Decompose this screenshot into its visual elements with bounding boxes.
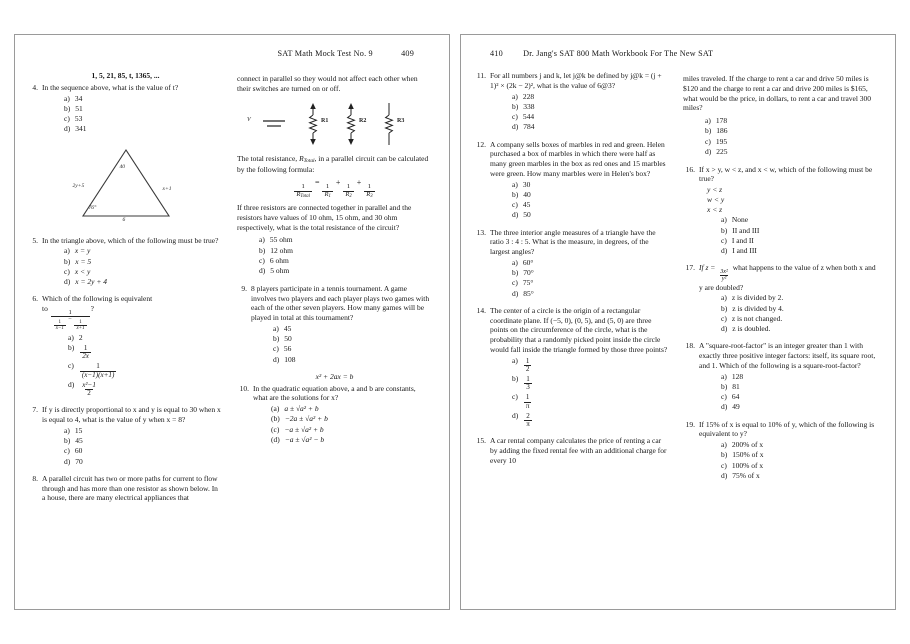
page-number-right: 410 bbox=[490, 49, 503, 58]
question-11-number: 11. bbox=[476, 71, 486, 80]
right-page-column-2 bbox=[683, 71, 878, 599]
question-6-stem-suffix: ? bbox=[90, 304, 94, 313]
question-9-stem: 8 players participate in a tennis tournament. A game involves two players and each player plays two games with each of the other seven players. How many games will be played in total at this tournament? bbox=[251, 283, 430, 323]
question-8-question-text: If three resistors are connected together in parallel and the resistors have values of 10 ohm, 15 ohm, and 30 ohm respectively, what is the total resistance of the circuit? bbox=[237, 203, 412, 232]
left-page-column-1 bbox=[28, 71, 223, 599]
choice-d[interactable]: d) 75% of x bbox=[721, 470, 760, 480]
page-left-409 bbox=[14, 34, 450, 610]
question-15-stem: A car rental company calculates the price of renting a car by adding the fixed rental fee with an additional charge for every 10 bbox=[490, 436, 667, 465]
question-19-number: 19. bbox=[685, 419, 695, 429]
question-15-continuation: miles traveled. If the charge to rent a car and drive 50 miles is $120 and the charge to rent a car and drive 200 miles is $165, what would be the price, in dollars, to rent a car and travel 300 miles? bbox=[683, 74, 872, 113]
question-9 bbox=[237, 284, 432, 365]
choice-a[interactable]: a) 228 bbox=[512, 91, 535, 101]
choice-d[interactable]: d) 341 bbox=[64, 124, 87, 134]
choice-d[interactable]: d) x = 2y + 4 bbox=[64, 277, 108, 286]
choice-b[interactable]: b) 12 ohm bbox=[259, 245, 293, 255]
formula-term-3: $\frac{1}{R_3}$ bbox=[366, 183, 373, 200]
question-8 bbox=[28, 474, 223, 503]
choice-c[interactable]: c) 56 bbox=[273, 344, 292, 354]
page-number-left: 409 bbox=[401, 49, 414, 58]
question-17-stem-a: If z = bbox=[699, 263, 716, 273]
choice-a[interactable]: a) 15 bbox=[64, 425, 83, 435]
choice-d[interactable]: d) 108 bbox=[273, 354, 296, 364]
question-18 bbox=[683, 341, 878, 412]
choice-c[interactable]: c) x < y bbox=[64, 266, 91, 276]
question-19-choices bbox=[699, 440, 878, 481]
choice-b[interactable]: b) 45 bbox=[64, 436, 83, 446]
intro-text-a: The total resistance, bbox=[237, 153, 300, 163]
choice-b[interactable]: b) $\frac{1}{2x}$ bbox=[68, 342, 89, 361]
question-15-choices bbox=[683, 116, 878, 157]
question-14-number: 14. bbox=[476, 305, 486, 315]
choice-b[interactable]: (b) −2a ± √a² + b bbox=[271, 414, 328, 424]
statement-i: y < z bbox=[707, 185, 723, 194]
question-17-choices bbox=[699, 293, 878, 334]
formula-term-2: $\frac{1}{R_2}$ bbox=[345, 183, 352, 200]
choice-c[interactable]: c) 544 bbox=[512, 112, 535, 121]
choice-a[interactable]: a) 128 bbox=[721, 371, 744, 381]
running-head-title: SAT Math Mock Test No. 9 bbox=[277, 49, 373, 58]
question-6-stem: Which of the following is equivalent bbox=[42, 294, 153, 304]
question-10 bbox=[237, 384, 432, 446]
choice-a[interactable]: a) 45 bbox=[273, 323, 292, 333]
question-4-stem: In the sequence above, what is the value of t? bbox=[42, 82, 179, 92]
triangle-base-label: 6 bbox=[122, 216, 126, 223]
resistor-1-label: R1 bbox=[321, 117, 329, 124]
question-7-stem: If y is directly proportional to x and y is equal to 30 when x is equal to 4, what is the value of y when x = 8? bbox=[42, 405, 221, 425]
choice-a[interactable]: a) 30 bbox=[512, 179, 531, 189]
right-page-column-1 bbox=[474, 71, 669, 599]
question-6-expression bbox=[42, 304, 223, 332]
question-10-stem: In the quadratic equation above, a and b are constants, what are the solutions for x? bbox=[253, 383, 416, 403]
choice-a[interactable]: a) None bbox=[721, 215, 749, 225]
question-4-choices bbox=[42, 94, 223, 135]
intro-text-b: , in a parallel circuit can be calculated by the following formula: bbox=[237, 153, 429, 174]
choice-c[interactable]: c) 45 bbox=[512, 200, 531, 209]
choice-a[interactable]: a) 55 ohm bbox=[259, 235, 293, 245]
choice-b[interactable]: b) x = 5 bbox=[64, 256, 92, 266]
choice-c[interactable]: c) 53 bbox=[64, 114, 83, 123]
question-4-number: 4. bbox=[32, 82, 38, 92]
question-13-stem: The three interior angle measures of a triangle have the ratio 3 : 4 : 5. What is the measure, in degrees, of the largest angles? bbox=[490, 227, 656, 256]
question-5-number: 5. bbox=[32, 235, 38, 245]
page-header-left bbox=[28, 49, 436, 71]
question-8-stem: A parallel circuit has two or more paths for current to flow through and has more than one resistor as shown below. In a house, there are many electrical appliances that bbox=[42, 473, 218, 503]
question-17-fraction: $\frac{\text{3x²}}{\text{y²}}$ bbox=[720, 268, 728, 283]
question-16 bbox=[683, 165, 878, 257]
triangle-apex-angle-label: 40 bbox=[119, 163, 126, 170]
choice-d[interactable]: d) 85° bbox=[512, 288, 534, 298]
choice-b[interactable]: b) 70° bbox=[512, 268, 534, 277]
question-18-number: 18. bbox=[685, 341, 695, 351]
question-13-choices bbox=[490, 258, 669, 299]
question-10-equation: x² + 2ax = b bbox=[315, 371, 354, 381]
formula-lhs: $\frac{1}{R_{Total}}$ bbox=[296, 183, 310, 200]
triangle-base-angle-label: 76° bbox=[88, 204, 97, 211]
choice-d-fraction: $\frac{\text{x²−1}}{2}$ bbox=[82, 380, 96, 398]
right-page-columns bbox=[474, 71, 882, 599]
question-7-number: 7. bbox=[32, 405, 38, 415]
question-11-stem: For all numbers j and k, let j@k be defined by j@k = (j + 1)² × (2k − 2)², what is the value of 6@3? bbox=[490, 71, 662, 90]
question-18-stem: A "square-root-factor" is an integer greater than 1 with exactly three positive integer factors: itself, its square root, and 1. Which of the following is a square-root-factor? bbox=[699, 341, 876, 370]
choice-a[interactable]: a) 178 bbox=[705, 116, 728, 125]
choice-c-fraction: $\frac{1}{\pi}$ bbox=[525, 393, 530, 410]
total-resistance-intro bbox=[237, 154, 432, 175]
question-11 bbox=[474, 71, 669, 133]
page-right-410 bbox=[460, 34, 896, 610]
choice-d[interactable]: d) $\frac{2}{\pi}$ bbox=[512, 410, 530, 429]
choice-c[interactable]: c) z is not changed. bbox=[721, 313, 783, 323]
choice-b[interactable]: b) 186 bbox=[705, 126, 728, 136]
left-page-columns bbox=[28, 71, 436, 599]
question-7 bbox=[28, 405, 223, 467]
choice-b-fraction: $\frac{1}{3}$ bbox=[526, 374, 530, 392]
choice-a[interactable]: a) 200% of x bbox=[721, 440, 764, 450]
question-6 bbox=[28, 294, 223, 398]
sequence-heading: 1, 5, 21, 85, t, 1365, ... bbox=[91, 71, 160, 80]
question-17 bbox=[683, 263, 878, 334]
choice-d[interactable]: d) 784 bbox=[512, 122, 535, 132]
question-5 bbox=[28, 236, 223, 288]
choice-b[interactable]: b) II and III bbox=[721, 225, 760, 235]
choice-c[interactable]: c) 100% of x bbox=[721, 460, 764, 470]
question-11-choices bbox=[490, 92, 669, 133]
choice-b[interactable]: b) 81 bbox=[721, 381, 740, 391]
choice-c[interactable]: c) $\frac{1}{(x-1)(x+1)}$ bbox=[68, 361, 115, 379]
choice-d[interactable]: d) 70 bbox=[64, 456, 83, 466]
book-title: Dr. Jang's SAT 800 Math Workbook For The New SAT bbox=[523, 49, 714, 58]
question-17-stem bbox=[699, 263, 878, 292]
question-9-number: 9. bbox=[241, 283, 247, 293]
choice-c[interactable]: c) 6 ohm bbox=[259, 255, 289, 265]
choice-c[interactable]: (c) −a ± √a² + b bbox=[271, 424, 324, 434]
choice-b[interactable]: b) 150% of x bbox=[721, 450, 764, 460]
inner-fraction-left: $\frac{1}{x-1}$ bbox=[55, 320, 64, 332]
choice-d[interactable]: d) z is doubled. bbox=[721, 324, 771, 334]
choice-c[interactable]: c) 64 bbox=[721, 392, 740, 402]
question-14 bbox=[474, 306, 669, 430]
minus-sign: − bbox=[68, 317, 72, 324]
choice-b[interactable]: b) 338 bbox=[512, 101, 535, 111]
question-6-stem-prefix: to bbox=[42, 304, 48, 313]
choice-c[interactable]: c) 195 bbox=[705, 136, 728, 146]
triangle-right-side-label: x+1 bbox=[162, 185, 172, 192]
question-17-number: 17. bbox=[685, 263, 695, 273]
choice-a[interactable]: (a) a ± √a² + b bbox=[271, 404, 319, 414]
choice-d[interactable]: (d) −a ± √a² − b bbox=[271, 434, 325, 444]
question-16-stem: If x > y, w < z, and x < w, which of the following must be true? bbox=[699, 164, 873, 184]
choice-c-fraction: $\frac{1}{(x-1)(x+1)}$ bbox=[81, 362, 115, 379]
resistor-3-label: R3 bbox=[397, 117, 405, 124]
question-16-choices bbox=[699, 215, 878, 256]
question-12-choices bbox=[490, 180, 669, 221]
choice-c[interactable]: c) 60 bbox=[64, 446, 83, 456]
question-9-choices bbox=[251, 324, 432, 365]
choice-b[interactable]: b) 40 bbox=[512, 189, 531, 199]
choice-a[interactable]: a) z is divided by 2. bbox=[721, 293, 784, 303]
parallel-resistance-formula: $\frac{1}{R_{Total}}$ = $\frac{1}{R_1}$ + $\frac{1}{R_2}$ + $\frac{1}{R_3}$ bbox=[296, 178, 373, 200]
choice-d[interactable]: d) 49 bbox=[721, 402, 740, 412]
choice-a[interactable]: a) x = y bbox=[64, 246, 91, 256]
question-10-choices bbox=[253, 404, 432, 445]
voltage-source-label: V bbox=[247, 116, 251, 123]
question-8-continuation: connect in parallel so they would not affect each other when their switches are turned on or off. bbox=[237, 74, 418, 93]
choice-a[interactable]: a) 34 bbox=[64, 93, 83, 103]
triangle-figure bbox=[51, 142, 201, 228]
parallel-circuit-figure bbox=[241, 100, 426, 148]
choice-a[interactable]: a) $\frac{1}{2}$ bbox=[512, 355, 530, 373]
choice-d[interactable]: d) 5 ohm bbox=[259, 266, 290, 276]
question-8-number: 8. bbox=[32, 473, 38, 483]
question-8-choices bbox=[237, 235, 432, 276]
question-12 bbox=[474, 140, 669, 221]
choice-b[interactable]: b) 51 bbox=[64, 103, 83, 113]
choice-d[interactable]: d) $\frac{\text{x²−1}}{2}$ bbox=[68, 379, 96, 398]
left-page-column-2 bbox=[237, 71, 432, 599]
question-16-statements bbox=[699, 185, 878, 214]
question-12-stem: A company sells boxes of marbles in red and green. Helen purchased a box of marbles in which there were half as many green marbles in the box as red ones and 15 marbles were green. How many marbles were in Helen's box? bbox=[490, 139, 666, 178]
choice-a-fraction: $\frac{1}{2}$ bbox=[525, 356, 530, 373]
choice-d[interactable]: d) 50 bbox=[512, 210, 531, 220]
question-13-number: 13. bbox=[476, 227, 486, 237]
choice-b-fraction: $\frac{1}{2x}$ bbox=[82, 343, 89, 361]
question-10-number: 10. bbox=[239, 383, 249, 393]
question-12-number: 12. bbox=[476, 139, 486, 149]
choice-a[interactable]: a) 60° bbox=[512, 257, 534, 267]
question-14-stem: The center of a circle is the origin of a rectangular coordinate plane. If (−5, 0), (0, 5), and (5, 0) are three points on the circumference of the circle, what is the probability that a randomly picked point inside the circle would fall inside the triangle formed by those three points? bbox=[490, 305, 668, 354]
question-6-choices bbox=[42, 333, 223, 398]
question-19 bbox=[683, 420, 878, 482]
choice-c[interactable]: c) 75° bbox=[512, 278, 534, 288]
choice-c[interactable]: c) $\frac{1}{\pi}$ bbox=[512, 392, 530, 410]
question-15 bbox=[474, 436, 669, 465]
choice-c[interactable]: c) I and II bbox=[721, 235, 754, 245]
resistor-2-label: R2 bbox=[359, 117, 367, 124]
question-18-choices bbox=[699, 372, 878, 413]
question-5-stem: In the triangle above, which of the following must be true? bbox=[42, 235, 219, 245]
question-6-number: 6. bbox=[32, 294, 38, 304]
statement-ii: w < y bbox=[707, 194, 725, 204]
question-14-choices bbox=[490, 356, 669, 429]
question-19-stem: If 15% of x is equal to 10% of y, which of the following is equivalent to y? bbox=[699, 419, 875, 439]
choice-a[interactable]: a) 2 bbox=[68, 332, 83, 342]
choice-d[interactable]: d) 225 bbox=[705, 146, 728, 156]
formula-term-1: $\frac{1}{R_1}$ bbox=[324, 183, 331, 200]
choice-b[interactable]: b) 50 bbox=[273, 334, 292, 344]
question-5-choices bbox=[42, 246, 223, 287]
question-15-number: 15. bbox=[476, 436, 486, 446]
choice-b[interactable]: b) $\frac{1}{3}$ bbox=[512, 373, 530, 392]
inner-fraction-right: $\frac{1}{x+1}$ bbox=[76, 320, 85, 332]
page-header-right bbox=[474, 49, 882, 71]
question-16-number: 16. bbox=[685, 164, 695, 174]
choice-d[interactable]: d) I and III bbox=[721, 246, 757, 255]
question-13 bbox=[474, 228, 669, 299]
question-6-complex-fraction: 1 $\frac{1}{x-1}$ − $\frac{1}{x+1}$ bbox=[51, 310, 90, 332]
choice-b[interactable]: b) z is divided by 4. bbox=[721, 303, 784, 313]
question-7-choices bbox=[42, 426, 223, 467]
question-4 bbox=[28, 83, 223, 135]
question-17-stem-b: what happens to the value of z when both x and y are doubled? bbox=[699, 263, 876, 292]
r-total-symbol: $R_{Total}$ bbox=[299, 153, 315, 164]
triangle-left-side-label: 2y+5 bbox=[72, 182, 85, 189]
choice-d-fraction: $\frac{2}{\pi}$ bbox=[526, 411, 530, 429]
statement-iii: x < z bbox=[707, 204, 723, 214]
